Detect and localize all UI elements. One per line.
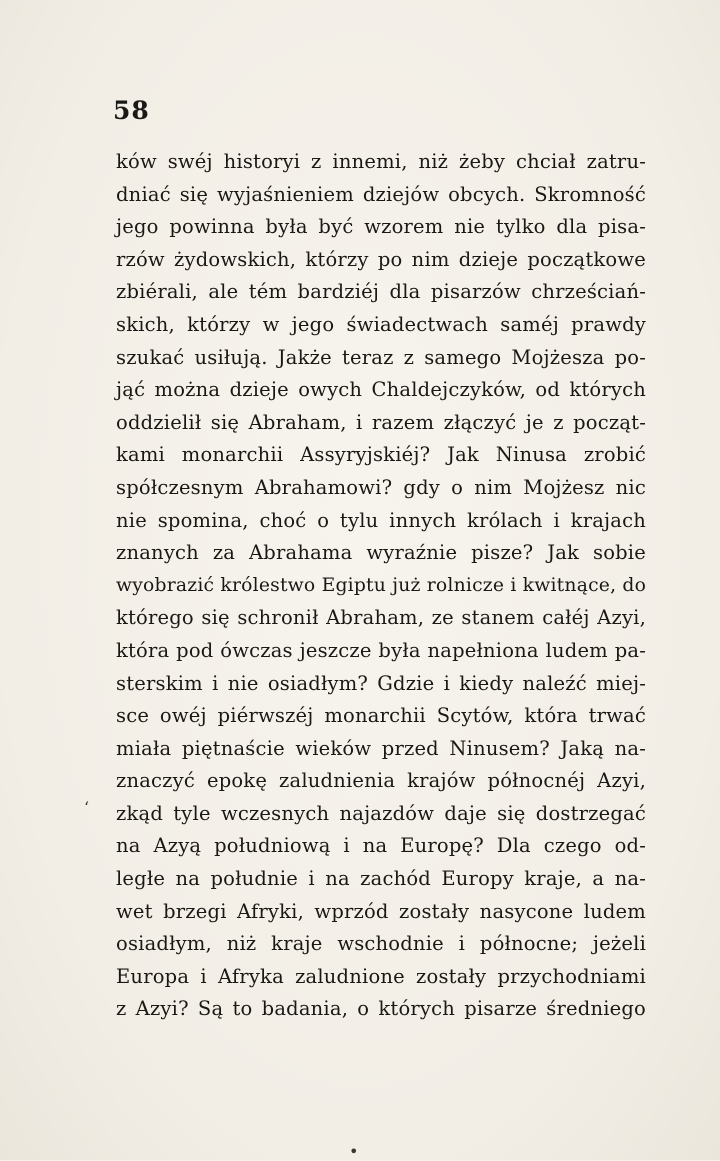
text-line: szukać usiłują. Jakże teraz z samego Mojżesza po-: [116, 345, 646, 369]
body-text: [116, 146, 646, 1026]
text-line: Europa i Afryka zaludnione zostały przychodniami: [116, 964, 646, 988]
text-line: znaczyć epokę zaludnienia krajów północnéj Azyi,: [116, 769, 646, 793]
text-line: dniać się wyjaśnieniem dziejów obcych. Skromność: [116, 182, 646, 206]
text-line: zbiérali, ale tém bardziéj dla pisarzów chrześciań-: [116, 280, 646, 304]
text-line: sterskim i nie osiadłym? Gdzie i kiedy naleźć miej-: [116, 671, 646, 695]
text-line: ków swéj historyi z innemi, niż żeby chciał zatru-: [116, 150, 646, 173]
text-line: którego się schronił Abraham, ze stanem całéj Azyi,: [116, 606, 646, 630]
text-line: osiadłym, niż kraje wschodnie i północne; jeżeli: [116, 932, 646, 956]
text-line: która pod ówczas jeszcze była napełniona ludem pa-: [116, 638, 646, 662]
text-line: znanych za Abrahama wyraźnie pisze? Jak sobie: [116, 541, 646, 565]
page-number: 58: [113, 96, 150, 125]
text-line: sce owéj piérwszéj monarchii Scytów, która trwać: [116, 704, 646, 728]
text-line: skich, którzy w jego świadectwach saméj prawdy: [116, 312, 646, 336]
text-line: jego powinna była być wzorem nie tylko dla pisa-: [116, 215, 646, 239]
text-line: spółczesnym Abrahamowi? gdy o nim Mojżesz nic: [116, 475, 646, 499]
text-line: nie spomina, choć o tylu innych królach i krajach: [116, 508, 646, 532]
text-line: wyobrazić królestwo Egiptu już rolnicze i kwitnące, do: [116, 574, 647, 596]
text-line: z Azyi? Są to badania, o których pisarze średniego: [116, 997, 646, 1021]
text-line: ległe na południe i na zachód Europy kraje, a na-: [116, 867, 646, 891]
text-line: oddzielił się Abraham, i razem złączyć je z począt-: [116, 410, 646, 434]
text-line: rzów żydowskich, którzy po nim dzieje początkowe: [116, 247, 646, 271]
text-line: wet brzegi Afryki, wprzód zostały nasycone ludem: [116, 899, 646, 923]
text-line: na Azyą południową i na Europę? Dla czego od-: [116, 834, 646, 858]
ink-speck-mark: •: [349, 1142, 359, 1161]
text-line: miała piętnaście wieków przed Ninusem? Jaką na-: [116, 736, 646, 760]
text-line: zkąd tyle wczesnych najazdów daje się dostrzegać: [116, 801, 646, 825]
text-line: kami monarchii Assyryjskiéj? Jak Ninusa zrobić: [116, 443, 646, 467]
ink-speck-mark: ʻ: [84, 798, 90, 817]
text-line: jąć można dzieje owych Chaldejczyków, od których: [116, 378, 646, 402]
